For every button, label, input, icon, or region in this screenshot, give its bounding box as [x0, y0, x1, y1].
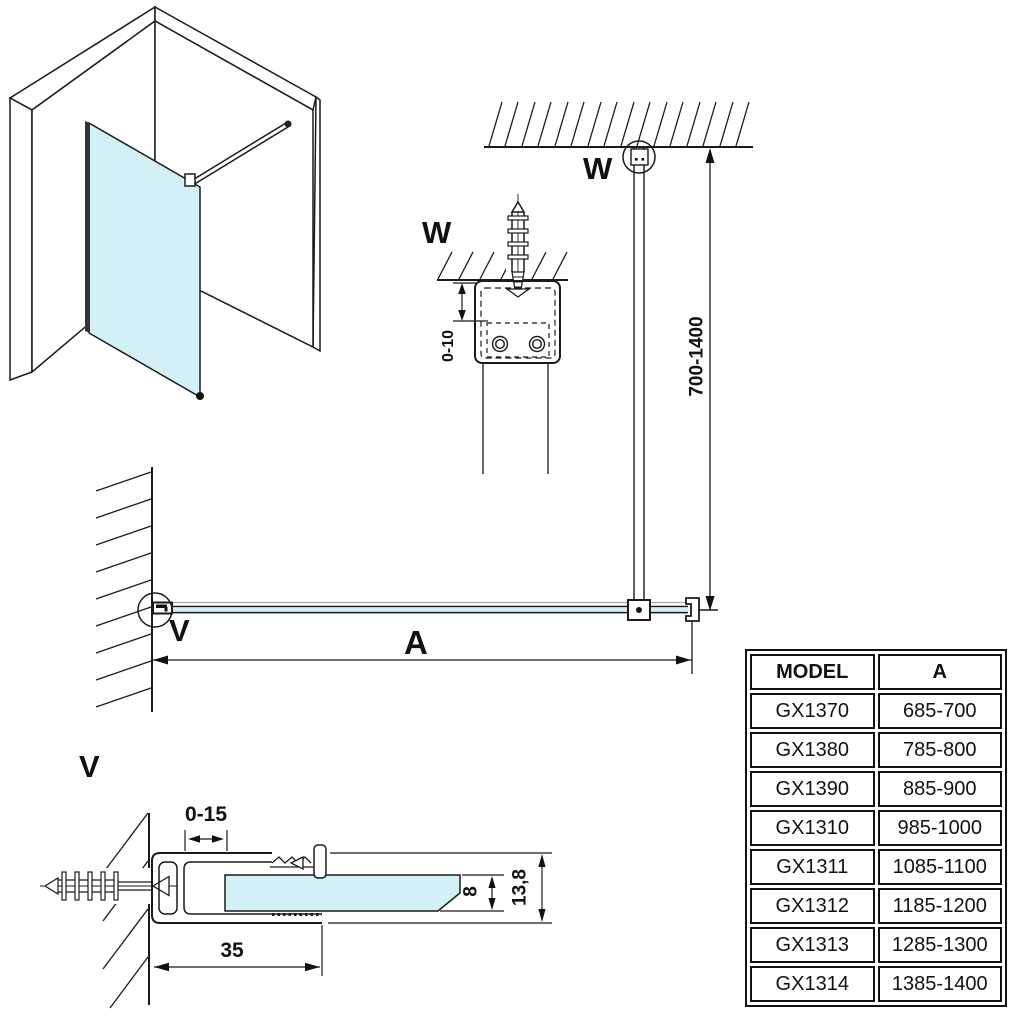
- isometric-view: [10, 7, 320, 400]
- header-model: MODEL: [750, 654, 875, 690]
- table-row: GX1313 1285-1300: [750, 927, 1002, 963]
- glass-foot-iso: [196, 392, 204, 400]
- countersunk-head: [153, 877, 169, 896]
- glass-wall-profile-iso: [85, 121, 90, 333]
- dim-a-label: A: [404, 624, 428, 661]
- end-cap: [686, 598, 718, 621]
- detail-v-view: [40, 813, 552, 1008]
- detail-w-label: W: [422, 215, 452, 250]
- screw-head-tip: [507, 289, 529, 297]
- wall-profile-block: [153, 603, 172, 614]
- dim-8-label: 8: [460, 886, 482, 897]
- table-row: GX1380 785-800: [750, 732, 1002, 768]
- callout-v-label: V: [169, 613, 190, 648]
- dim-13-8-label: 13,8: [509, 869, 531, 906]
- table-row: GX1311 1085-1100: [750, 849, 1002, 885]
- glass-strip: [152, 603, 688, 613]
- dim-0-10: [453, 283, 488, 321]
- wall-hatch-detail: [103, 813, 148, 1008]
- dim-0-15-label: 0-15: [184, 803, 228, 826]
- bracket-screws: [493, 337, 545, 352]
- dim-700-1400-label: 700-1400: [686, 316, 708, 397]
- dim-0-10-label: 0-10: [440, 329, 457, 363]
- header-a: A: [878, 654, 1003, 690]
- gasket: [270, 845, 326, 878]
- table-header-row: [750, 654, 1002, 690]
- table-row: GX1390 885-900: [750, 771, 1002, 807]
- anchor-screw-vertical: [506, 194, 532, 290]
- wall-hatch: [96, 472, 151, 707]
- dim-35-label: 35: [220, 939, 244, 962]
- left-wall-edge: [10, 98, 32, 380]
- model-table: [745, 649, 1007, 1007]
- detail-v-label: V: [79, 749, 100, 784]
- right-wall-edge: [313, 97, 320, 351]
- ceiling-hatch-detail: [438, 252, 567, 279]
- glass-clamp: [628, 600, 650, 620]
- table-row: GX1310 985-1000: [750, 810, 1002, 846]
- ceiling-hatch: [489, 102, 749, 146]
- anchor-screw-horizontal: [40, 868, 178, 904]
- table-row: GX1314 1385-1400: [750, 966, 1002, 1002]
- glass-section: [225, 875, 460, 911]
- table-row: GX1370 685-700: [750, 693, 1002, 729]
- dim-0-15: [185, 830, 227, 851]
- ceiling-mount: [631, 149, 648, 165]
- callout-w-label: W: [583, 151, 613, 186]
- table-row: GX1312 1185-1200: [750, 888, 1002, 924]
